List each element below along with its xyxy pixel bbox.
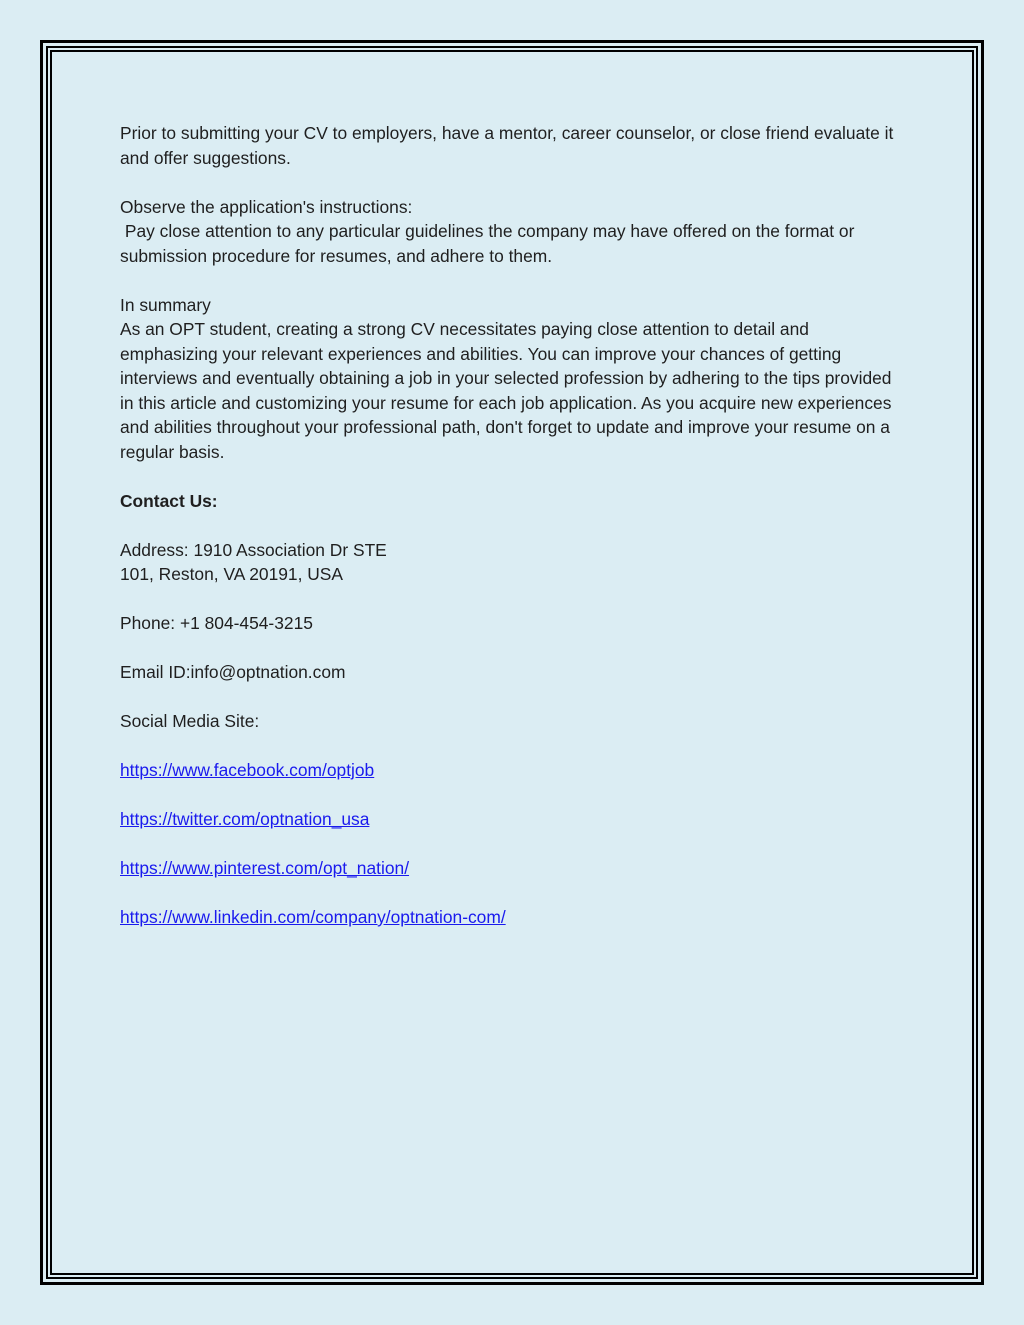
- spacer: [120, 513, 900, 538]
- spacer: [120, 734, 900, 759]
- phone-number: Phone: +1 804-454-3215: [120, 613, 313, 633]
- spacer: [120, 464, 900, 489]
- instructions-heading: Observe the application's instructions:: [120, 196, 413, 217]
- summary-body: As an OPT student, creating a strong CV necessitates paying close attention to detail and emphasizing your relevant experiences and abilities. You can improve your chances of getting interviews and eventually obtaining a job in your selected profession by adhering to the tips provided in this article and customizing your resume for each job application. As you acquire new experiences and abilities throughout your professional path, don't forget to update and improve your resume on a regular basis.: [120, 319, 892, 462]
- address-line-1: Address: 1910 Association Dr STE: [120, 539, 387, 560]
- spacer: [120, 783, 900, 808]
- document-body: [120, 121, 900, 930]
- review-paragraph: Prior to submitting your CV to employers, have a mentor, career counselor, or close friend evaluate it and offer suggestions.: [120, 123, 894, 168]
- twitter-link[interactable]: https://twitter.com/optnation_usa: [120, 809, 370, 829]
- pinterest-link[interactable]: https://www.pinterest.com/opt_nation/: [120, 858, 410, 878]
- spacer: [120, 170, 900, 195]
- facebook-link[interactable]: https://www.facebook.com/optjob: [120, 760, 375, 780]
- summary-heading: In summary: [120, 294, 211, 315]
- contact-heading: Contact Us:: [120, 490, 218, 511]
- email-address: Email ID:info@optnation.com: [120, 662, 346, 682]
- spacer: [120, 685, 900, 710]
- social-media-heading: Social Media Site:: [120, 711, 260, 731]
- spacer: [120, 268, 900, 293]
- address-line-2: 101, Reston, VA 20191, USA: [120, 564, 344, 584]
- linkedin-link[interactable]: https://www.linkedin.com/company/optnation-com/: [120, 907, 506, 927]
- instructions-body: Pay close attention to any particular guidelines the company may have offered on the format or submission procedure for resumes, and adhere to them.: [120, 221, 860, 266]
- spacer: [120, 587, 900, 612]
- spacer: [120, 832, 900, 857]
- spacer: [120, 636, 900, 661]
- spacer: [120, 881, 900, 906]
